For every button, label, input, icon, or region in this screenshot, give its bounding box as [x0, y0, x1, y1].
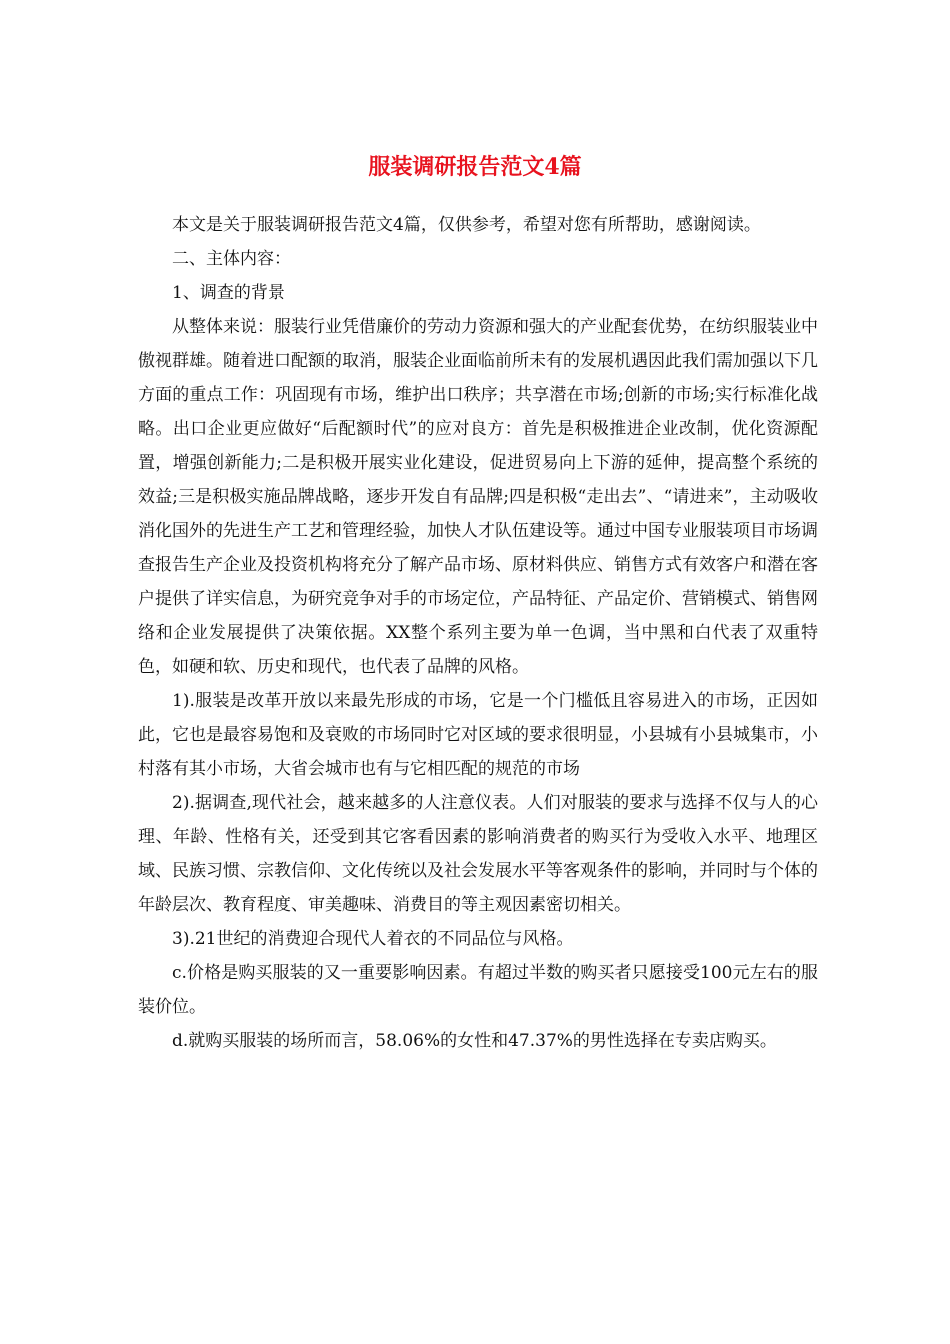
- body-paragraph: c.价格是购买服装的又一重要影响因素。有超过半数的购买者只愿接受100元左右的服装价位。: [138, 963, 818, 1017]
- document-body: [138, 208, 818, 1058]
- document-title: 服装调研报告范文4篇: [368, 154, 582, 180]
- body-paragraph: 从整体来说：服装行业凭借廉价的劳动力资源和强大的产业配套优势，在纺织服装业中傲视群雄。随着进口配额的取消，服装企业面临前所未有的发展机遇因此我们需加强以下几方面的重点工作：巩固现有市场，维护出口秩序；共享潜在市场;创新的市场;实行标准化战略。出口企业更应做好“后配额时代”的应对良方：首先是积极推进企业改制，优化资源配置，增强创新能力;二是积极开展实业化建设，促进贸易向上下游的延伸，提高整个系统的效益;三是积极实施品牌战略，逐步开发自有品牌;四是积极“走出去”、“请进来”，主动吸收消化国外的先进生产工艺和管理经验，加快人才队伍建设等。通过中国专业服装项目市场调查报告生产企业及投资机构将充分了解产品市场、原材料供应、销售方式有效客户和潜在客户提供了详实信息，为研究竞争对手的市场定位，产品特征、产品定价、营销模式、销售网络和企业发展提供了决策依据。XX整个系列主要为单一色调，当中黑和白代表了双重特色，如硬和软、历史和现代，也代表了品牌的风格。: [138, 317, 818, 677]
- body-paragraph: d.就购买服装的场所而言，58.06%的女性和47.37%的男性选择在专卖店购买。: [172, 1031, 777, 1051]
- section-heading: 二、主体内容：: [172, 249, 291, 269]
- intro-paragraph: 本文是关于服装调研报告范文4篇，仅供参考，希望对您有所帮助，感谢阅读。: [172, 215, 761, 235]
- subsection-heading: 1、调查的背景: [172, 283, 285, 303]
- body-paragraph: 2).据调查,现代社会，越来越多的人注意仪表。人们对服装的要求与选择不仅与人的心理、年龄、性格有关，还受到其它客看因素的影响消费者的购买行为受收入水平、地理区域、民族习惯、宗教信仰、文化传统以及社会发展水平等客观条件的影响，并同时与个体的年龄层次、教育程度、审美趣味、消费目的等主观因素密切相关。: [138, 793, 818, 915]
- body-paragraph: 3).21世纪的消费迎合现代人着衣的不同品位与风格。: [172, 929, 574, 949]
- body-paragraph: 1).服装是改革开放以来最先形成的市场，它是一个门槛低且容易进入的市场，正因如此，它也是最容易饱和及衰败的市场同时它对区域的要求很明显，小县城有小县城集市，小村落有其小市场，大省会城市也有与它相匹配的规范的市场: [138, 691, 818, 779]
